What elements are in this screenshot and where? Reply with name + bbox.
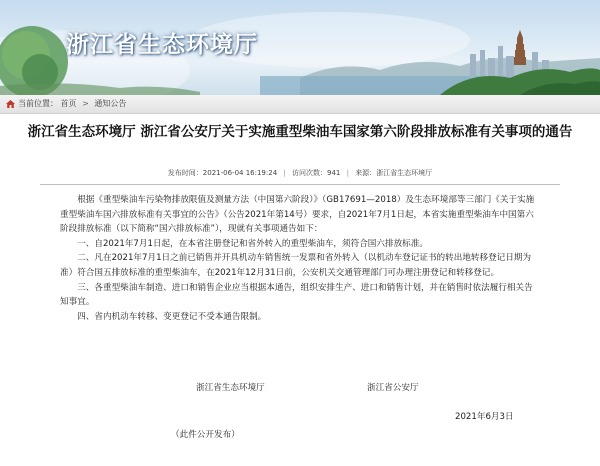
signatory-left: 浙江省生态环境厅 — [196, 383, 265, 393]
document-date: 2021年6月3日 — [455, 412, 514, 422]
publish-time-label: 发布时间： — [167, 169, 203, 177]
home-icon — [6, 100, 15, 108]
views-count: 941 — [326, 169, 341, 177]
body-paragraph-3: 三、各重型柴油车制造、进口和销售企业应当根据本通告，组织安排生产、进口和销售计划，并在销售时依法履行相关告知事宜。 — [60, 282, 533, 308]
meta-separator: | — [283, 169, 286, 177]
publish-time: 2021-06-04 16:19:24 — [202, 169, 278, 177]
article-meta — [0, 168, 600, 178]
article-title: 浙江省生态环境厅 浙江省公安厅关于实施重型柴油车国家第六阶段排放标准有关事项的通告 — [27, 124, 573, 140]
views-label: 访问次数： — [291, 169, 327, 177]
body-paragraph-intro: 根据《重型柴油车污染物排放限值及测量方法（中国第六阶段）》（GB17691—2018）及生态环境部等三部门《关于实施重型柴油车国六排放标准有关事宜的公告》（公告2021年第14号）要求，自2021年7月1日起，本省实施重型柴油车中国第六阶段排放标准（以下简称“国六排放标准”），现就有关事项通告如下： — [60, 195, 535, 235]
body-paragraph-4: 四、省内机动车转移、变更登记不受本通告限制。 — [77, 311, 267, 322]
site-title: 浙江省生态环境厅 — [66, 32, 258, 58]
body-paragraph-1: 一、自2021年7月1日起，在本省注册登记和省外转入的重型柴油车，须符合国六排放标准。 — [77, 238, 428, 249]
source-label: 来源： — [355, 169, 377, 177]
breadcrumb-current-link[interactable]: 通知公告 — [94, 99, 127, 108]
breadcrumb — [0, 95, 600, 114]
body-paragraph-2: 二、凡在2021年7月1日之前已销售并开具机动车销售统一发票和省外转入（以机动车登记证书的转出地转移登记日期为准）符合国五排放标准的重型柴油车，在2021年12月31日前，公安机关交通管理部门可办理注册登记和转移登记。 — [60, 253, 532, 278]
title-divider — [40, 184, 560, 185]
site-banner — [0, 0, 600, 95]
breadcrumb-separator: > — [82, 99, 89, 108]
breadcrumb-prefix: 当前位置： — [18, 99, 58, 108]
article-body — [60, 193, 535, 324]
signatory-right: 浙江省公安厅 — [367, 383, 419, 393]
publish-note: （此件公开发布） — [171, 430, 240, 440]
breadcrumb-home-link[interactable]: 首页 — [60, 99, 77, 108]
source-name: 浙江省生态环境厅 — [376, 169, 433, 177]
meta-separator: | — [346, 169, 349, 177]
